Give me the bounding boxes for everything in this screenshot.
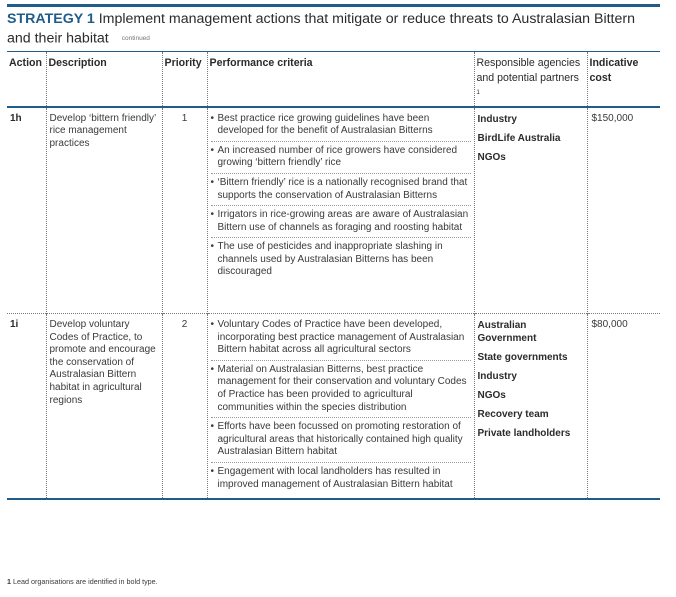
agency-item: Recovery team (477, 409, 549, 421)
row-agencies (474, 107, 587, 314)
agency-item: Industry (477, 371, 517, 383)
criteria-item: • Material on Australasian Bitterns, best practice management for their conservation and voluntary Codes of Practice has been provided to agricultural communities within the species distribution (211, 364, 471, 418)
criteria-item: • Irrigators in rice-growing areas are aware of Australasian Bittern use of channels as foraging and roosting habitat (211, 209, 471, 238)
agencies-footnote-marker: 1 (476, 90, 480, 96)
header-agencies-text: Responsible agencies and potential partners (476, 57, 581, 84)
table-row (7, 107, 660, 314)
row-description: Develop voluntary Codes of Practice, to promote and encourage the conservation of Australasian Bittern habitat in agricultural regions (46, 314, 162, 500)
header-agencies (474, 52, 587, 107)
agency-item: NGOs (477, 151, 506, 163)
agency-item: BirdLife Australia (477, 132, 561, 144)
header-action: Action (9, 57, 42, 69)
row-priority: 1 (162, 107, 207, 314)
row-priority: 2 (162, 314, 207, 500)
agency-item: Australian Government (477, 320, 537, 345)
strategy-title (7, 10, 657, 48)
row-action: 1h (10, 112, 22, 124)
agency-item: Industry (477, 113, 517, 125)
row-cost: $150,000 (587, 107, 660, 314)
top-rule (7, 4, 660, 7)
footnote (7, 577, 158, 586)
row-criteria (207, 314, 474, 500)
header-criteria: Performance criteria (207, 52, 474, 107)
header-cost: Indicative cost (587, 52, 660, 107)
table-row (7, 314, 660, 500)
criteria-item: • Engagement with local landholders has resulted in improved management of Australasian Bittern habitat (211, 466, 471, 491)
header-description: Description (46, 52, 162, 107)
footnote-text: Lead organisations are identified in bold type. (13, 577, 158, 586)
agency-item: NGOs (477, 390, 506, 402)
header-row (7, 52, 660, 107)
continued-label: continued (121, 35, 150, 42)
agency-item: Private landholders (477, 428, 571, 440)
strategy-table (7, 51, 660, 500)
agency-item: State governments (477, 352, 568, 364)
row-agencies (474, 314, 587, 500)
strategy-text: Implement management actions that mitigate or reduce threats to Australasian Bittern and their habitat (7, 11, 635, 47)
criteria-item: • Best practice rice growing guidelines have been developed for the benefit of Australasian Bitterns (211, 113, 471, 142)
row-description: Develop ‘bittern friendly’ rice management practices (46, 107, 162, 314)
criteria-item: • Efforts have been focussed on promoting restoration of agricultural areas that historically contained high quality Australasian Bittern habitat (211, 421, 471, 463)
criteria-item: • The use of pesticides and inappropriate slashing in channels used by Australasian Bitterns has been discouraged (211, 241, 471, 279)
criteria-item: • Voluntary Codes of Practice have been developed, incorporating best practice management of Australasian Bittern habitat across all agricultural sectors (211, 319, 471, 361)
row-cost: $80,000 (587, 314, 660, 500)
header-priority: Priority (162, 52, 207, 107)
strategy-label: STRATEGY 1 (7, 11, 95, 27)
criteria-item: • ‘Bittern friendly’ rice is a nationally recognised brand that supports the conservation of Australasian Bitterns (211, 177, 471, 206)
criteria-item: • An increased number of rice growers have considered growing ‘bittern friendly’ rice (211, 145, 471, 174)
row-action: 1i (10, 319, 19, 331)
footnote-marker: 1 (7, 577, 11, 586)
row-criteria (207, 107, 474, 314)
